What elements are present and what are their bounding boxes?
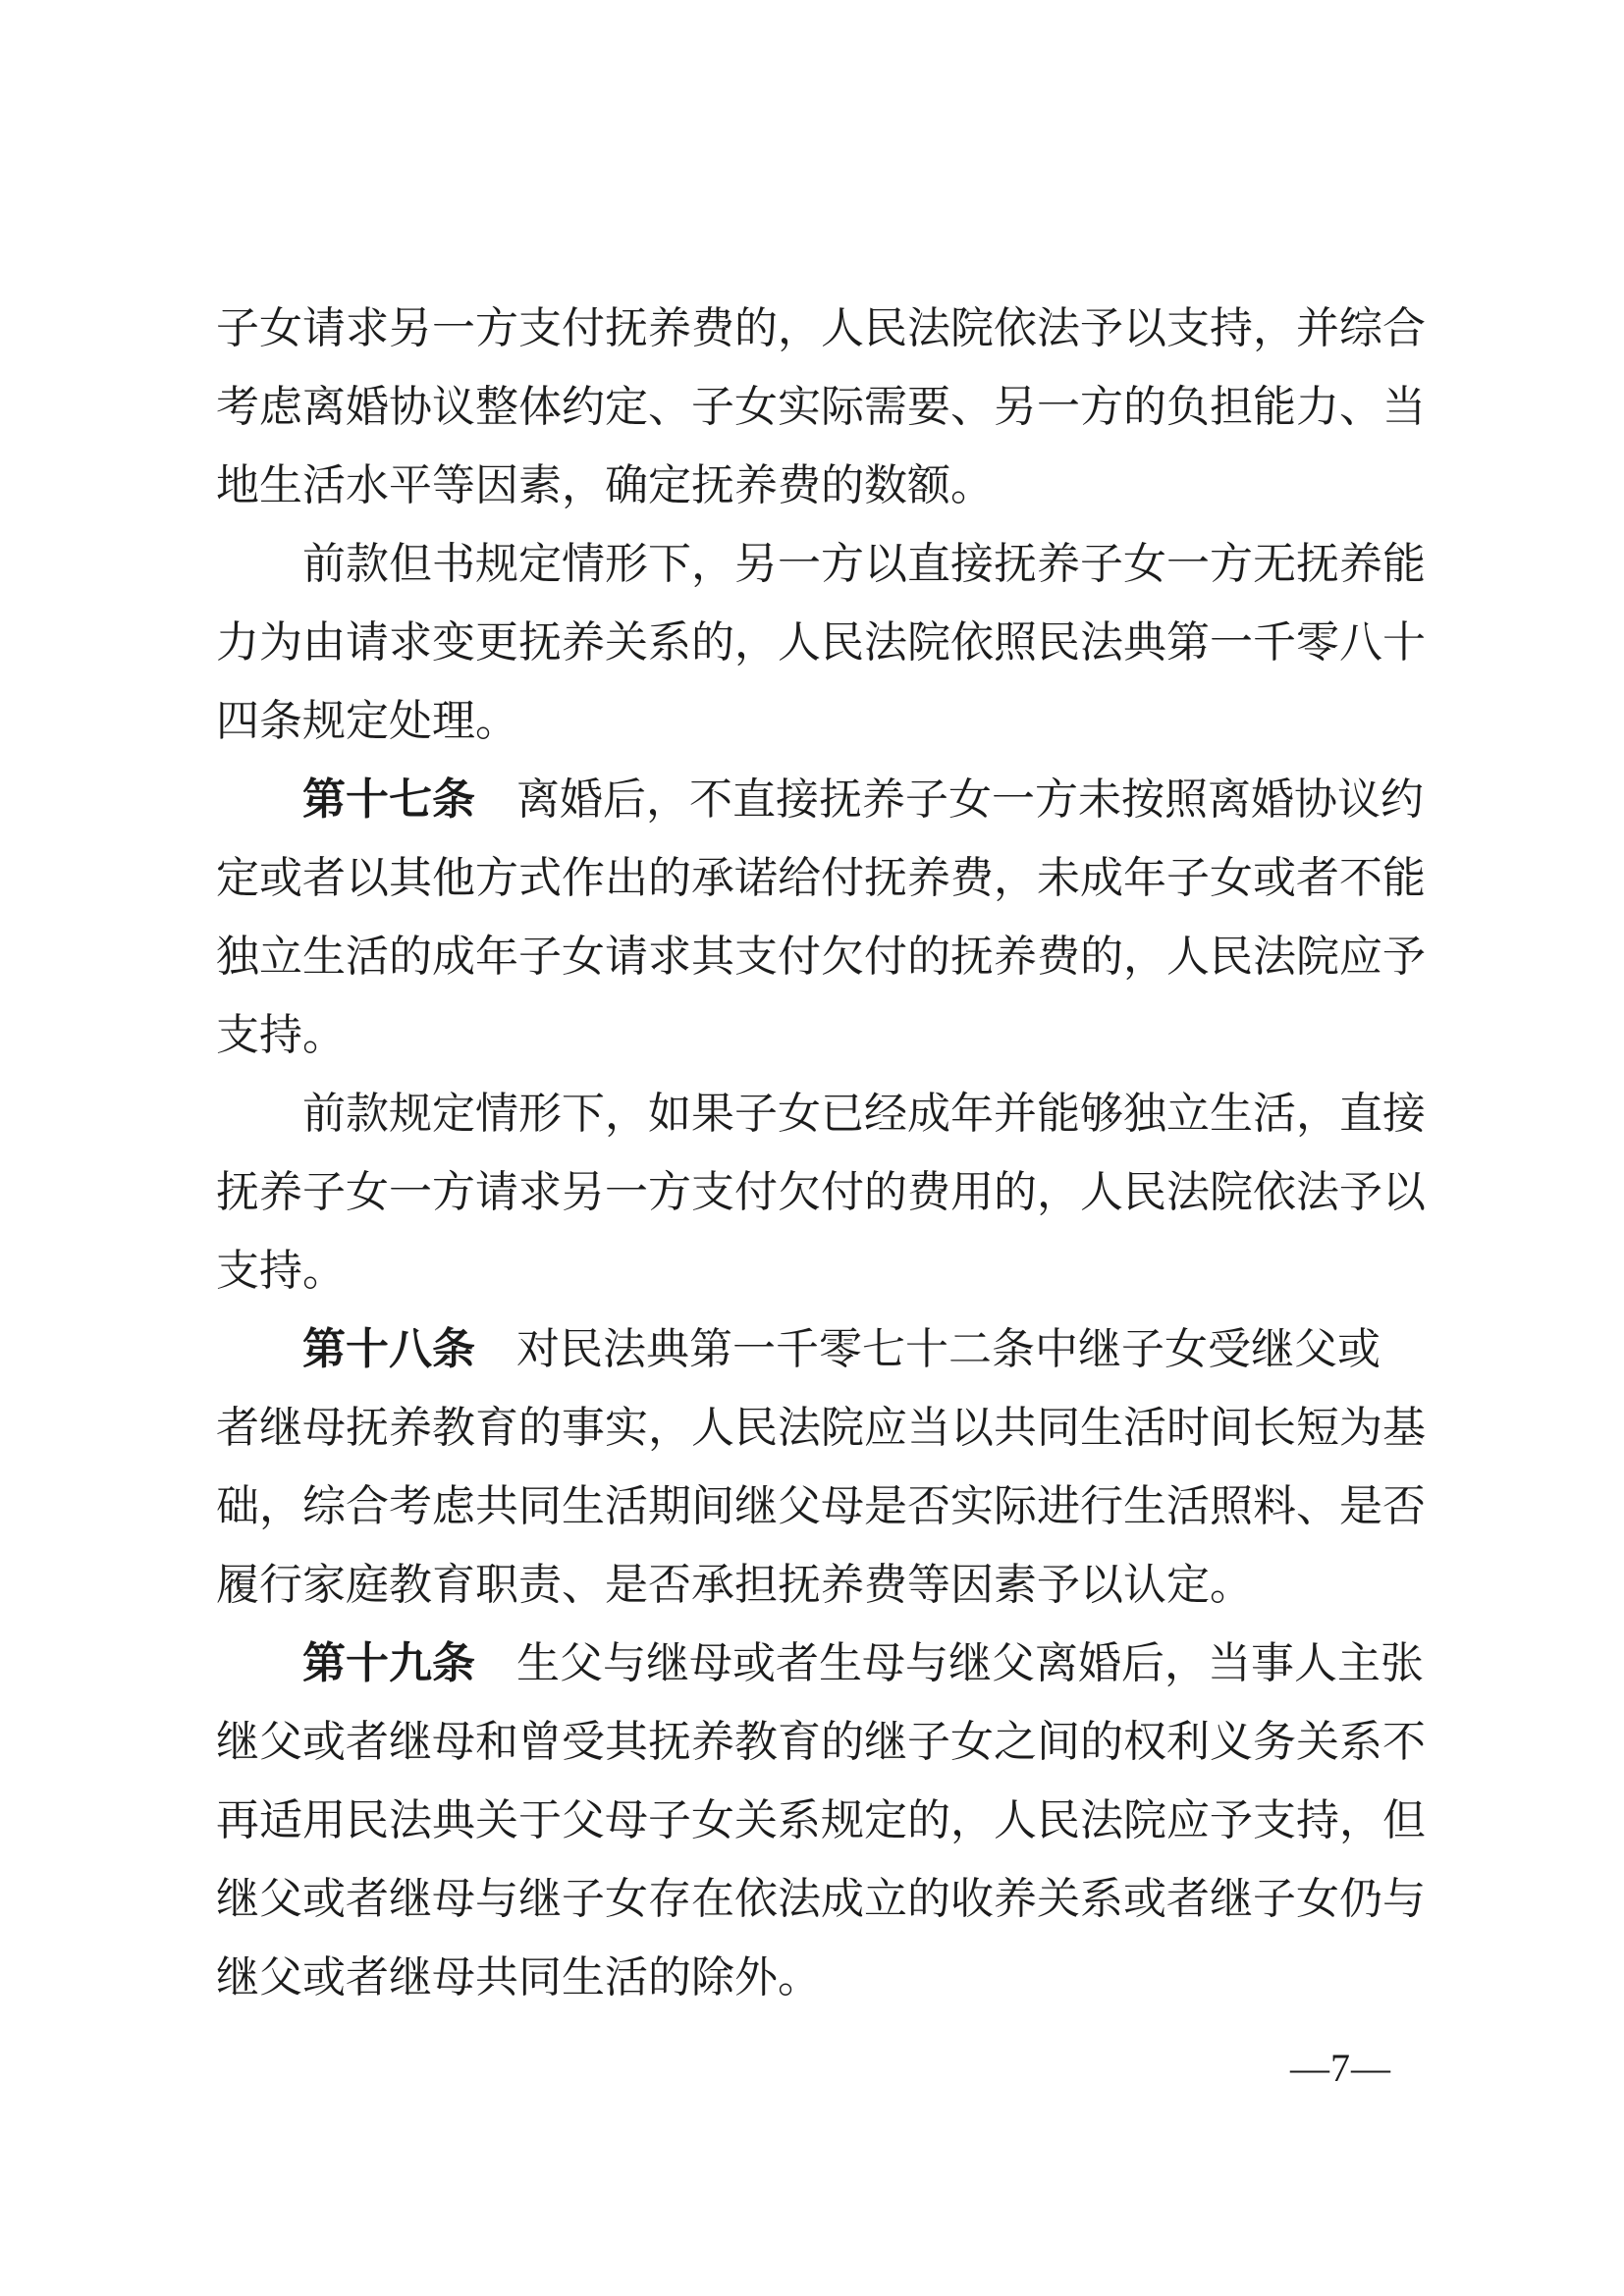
text-line (216, 1075, 1520, 1153)
text-line (216, 1468, 1434, 1546)
line-text: 继父或者继母与继子女存在依法成立的收养关系或者继子女仍与 (216, 1875, 1426, 1923)
text-line (216, 525, 1520, 604)
line-text: 者继母抚养教育的事实，人民法院应当以共同生活时间长短为基 (216, 1404, 1426, 1452)
line-text: 定或者以其他方式作出的承诺给付抚养费，未成年子女或者不能 (216, 854, 1426, 902)
line-text: 支持。 (216, 1247, 346, 1295)
text-line (216, 918, 1434, 996)
text-line (216, 447, 1434, 525)
text-line (216, 839, 1434, 918)
text-line (216, 1782, 1434, 1860)
line-text: 生父与继母或者生母与继父离婚后，当事人主张 (516, 1639, 1424, 1687)
article-number: 第十七条 (302, 775, 475, 824)
article-number: 第十九条 (302, 1639, 475, 1687)
line-text: 子女请求另一方支付抚养费的，人民法院依法予以支持，并综合 (216, 304, 1426, 352)
text-line (216, 604, 1434, 682)
text-line (216, 1939, 1434, 2017)
text-line (216, 1153, 1434, 1232)
line-text: 对民法典第一千零七十二条中继子女受继父或 (516, 1325, 1380, 1373)
article-number: 第十八条 (302, 1325, 475, 1373)
text-line-article-19 (216, 1625, 1520, 1703)
line-text: 支持。 (216, 1011, 346, 1059)
line-text: 继父或者继母和曾受其抚养教育的继子女之间的权利义务关系不 (216, 1718, 1426, 1766)
line-text: 离婚后，不直接抚养子女一方未按照离婚协议约 (516, 775, 1424, 824)
line-text: 履行家庭教育职责、是否承担抚养费等因素予以认定。 (216, 1561, 1253, 1609)
text-line (216, 1232, 1434, 1310)
text-line (216, 1389, 1434, 1468)
text-line (216, 290, 1434, 368)
text-line (216, 996, 1434, 1075)
page-number: —7— (1290, 2046, 1391, 2090)
line-text: 前款规定情形下，如果子女已经成年并能够独立生活，直接 (302, 1090, 1426, 1138)
line-text: 独立生活的成年子女请求其支付欠付的抚养费的，人民法院应予 (216, 933, 1426, 981)
text-line (216, 1546, 1434, 1625)
text-line (216, 682, 1434, 761)
line-text: 前款但书规定情形下，另一方以直接抚养子女一方无抚养能 (302, 540, 1426, 588)
line-text: 地生活水平等因素，确定抚养费的数额。 (216, 461, 994, 509)
text-line (216, 368, 1434, 447)
text-line (216, 1703, 1434, 1782)
line-text: 再适用民法典关于父母子女关系规定的，人民法院应予支持，但 (216, 1796, 1426, 1844)
line-text: 四条规定处理。 (216, 697, 518, 745)
line-text: 考虑离婚协议整体约定、子女实际需要、另一方的负担能力、当 (216, 383, 1426, 431)
text-line-article-17 (216, 761, 1520, 839)
text-line-article-18 (216, 1310, 1520, 1389)
text-line (216, 1860, 1434, 1939)
line-text: 抚养子女一方请求另一方支付欠付的费用的，人民法院依法予以 (216, 1168, 1426, 1216)
line-text: 础，综合考虑共同生活期间继父母是否实际进行生活照料、是否 (216, 1482, 1426, 1530)
line-text: 力为由请求变更抚养关系的，人民法院依照民法典第一千零八十 (216, 618, 1426, 667)
line-text: 继父或者继母共同生活的除外。 (216, 1953, 821, 2002)
